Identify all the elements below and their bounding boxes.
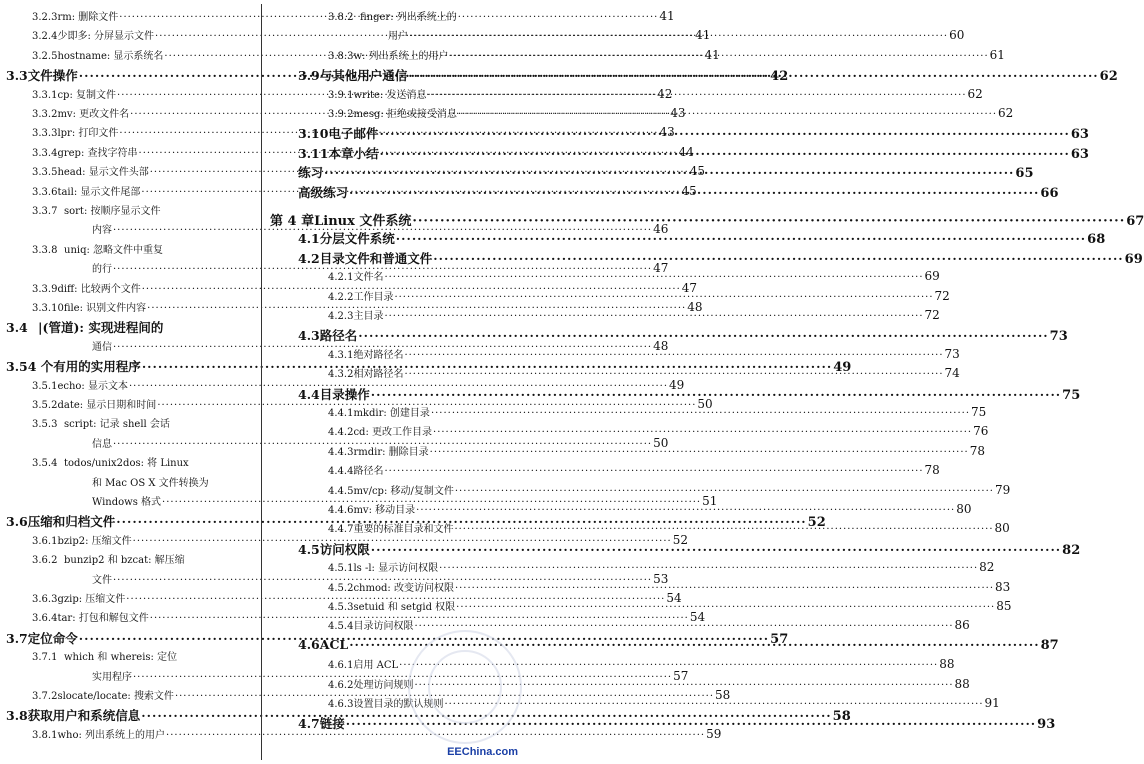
- toc-entry: [32, 415, 250, 430]
- toc-entry-title: sort: 按顺序显示文件: [64, 206, 161, 217]
- toc-entry-number: 4.4.1: [328, 408, 354, 419]
- dot-leader: [458, 109, 997, 120]
- toc-entry-title: 获取用户和系统信息: [27, 708, 141, 724]
- toc-entry-title: 少即多: 分屏显示文件: [57, 31, 155, 43]
- dot-leader: [433, 427, 972, 438]
- toc-entry-page: 62: [967, 86, 983, 101]
- toc-entry: [328, 462, 940, 478]
- toc-entry-page: 44: [678, 144, 694, 159]
- toc-entry-title: Linux 文件系统: [314, 214, 412, 229]
- toc-entry: [328, 559, 995, 575]
- toc-entry-page: 79: [994, 482, 1011, 497]
- toc-entry-number: 4.3.2: [328, 369, 354, 381]
- toc-entry: [6, 318, 250, 336]
- toc-entry-title: write: 发送消息: [353, 89, 427, 101]
- toc-entry-number: 4.5.4: [328, 621, 354, 633]
- toc-entry-page: 48: [653, 338, 669, 353]
- toc-entry: [32, 454, 250, 469]
- toc-entry-page: 58: [715, 688, 731, 702]
- toc-entry-page: 59: [706, 726, 722, 741]
- toc-entry-title: 工作目录: [353, 291, 394, 303]
- column-divider: [261, 4, 262, 760]
- toc-entry-number: 4.5.1: [328, 563, 354, 575]
- toc-entry-title: 文件操作: [27, 68, 78, 84]
- toc-entry-title: head: 显示文件头部: [57, 167, 149, 179]
- toc-entry: [32, 726, 722, 741]
- toc-entry: [328, 8, 516, 23]
- dot-leader: [455, 486, 994, 497]
- toc-entry-number: 3.3.4: [32, 147, 58, 159]
- toc-entry: [328, 346, 960, 361]
- toc-entry-number: 4.4.4: [328, 466, 354, 478]
- toc-entry-title: 文件: [92, 574, 112, 586]
- toc-entry: [328, 423, 989, 439]
- toc-entry: [32, 202, 250, 217]
- toc-entry-page: 73: [1049, 329, 1068, 345]
- dot-leader: [324, 165, 1014, 180]
- toc-entry-page: 91: [984, 696, 1000, 710]
- toc-entry-page: 93: [1037, 717, 1056, 733]
- toc-entry-number: 3.8.1: [32, 729, 58, 741]
- toc-entry: [62, 474, 280, 489]
- toc-entry-number: 3.6.1: [32, 535, 58, 547]
- toc-entry-title: script: 记录 shell 会话: [64, 419, 170, 431]
- toc-entry-number: 4.4.5: [328, 485, 354, 497]
- toc-entry-page: 66: [1040, 185, 1059, 201]
- toc-entry-page: 57: [770, 631, 789, 647]
- toc-entry-title: 重要的标准目录和文件: [353, 524, 454, 536]
- toc-entry-page: 73: [944, 346, 960, 361]
- toc-entry-page: 82: [1062, 542, 1081, 558]
- toc-entry-page: 76: [973, 424, 989, 439]
- toc-entry-title: 的行: [92, 264, 112, 276]
- toc-entry-page: 58: [832, 709, 851, 725]
- toc-entry-title: ls -l: 显示访问权限: [353, 563, 439, 575]
- toc-entry-number: 3.7.1: [32, 652, 58, 664]
- dot-leader: [444, 699, 983, 710]
- toc-entry-page: 41: [704, 47, 720, 62]
- dot-leader: [455, 583, 994, 594]
- toc-entry-number: 3.3.5: [32, 167, 58, 179]
- toc-entry-title: 通信: [92, 341, 112, 353]
- dot-leader: [416, 505, 955, 516]
- dot-leader: [384, 272, 923, 283]
- dot-leader: [430, 447, 969, 458]
- toc-entry-number: 4.4: [298, 386, 320, 402]
- toc-entry-title: chmod: 改变访问权限: [353, 582, 454, 594]
- toc-entry-page: 69: [924, 269, 940, 284]
- toc-entry-page: 42: [657, 86, 673, 101]
- toc-entry-page: 72: [934, 288, 950, 303]
- toc-entry-page: 53: [653, 571, 669, 586]
- dot-leader: [384, 311, 923, 322]
- toc-entry-number: 4.6.2: [328, 679, 354, 691]
- dot-leader: [349, 185, 1039, 200]
- toc-entry-title: diff: 比较两个文件: [57, 283, 141, 295]
- toc-entry-title: file: 识别文件内容: [63, 303, 147, 314]
- toc-entry: [62, 260, 669, 276]
- toc-entry-number: 3.5: [6, 359, 28, 375]
- toc-entry-page: 63: [1070, 146, 1089, 162]
- toc-entry-page: 88: [939, 657, 955, 672]
- toc-entry-title: bunzip2 和 bzcat: 解压缩: [64, 555, 185, 567]
- toc-entry-page: 50: [697, 397, 713, 411]
- toc-entry-title: w: 列出系统上的用户: [353, 50, 449, 62]
- toc-entry-page: 69: [1124, 251, 1143, 267]
- toc-entry-page: 72: [924, 308, 940, 322]
- toc-entry-title: lpr: 打印文件: [57, 128, 119, 140]
- toc-entry-page: 67: [1126, 214, 1144, 229]
- toc-entry-title: 链接: [319, 716, 345, 732]
- toc-entry-page: 80: [956, 502, 972, 516]
- toc-entry: [32, 687, 731, 702]
- toc-entry-page: 46: [653, 222, 669, 237]
- toc-entry-title: Windows 格式: [92, 497, 162, 508]
- toc-entry-title: bzip2: 压缩文件: [57, 535, 132, 547]
- toc-entry-title: 实用程序: [92, 671, 132, 683]
- toc-entry-number: 3.5.3: [32, 419, 58, 431]
- toc-entry-title: mv/cp: 移动/复制文件: [353, 485, 454, 497]
- dot-leader: [408, 68, 1098, 83]
- toc-entry-title: gzip: 压缩文件: [57, 594, 126, 605]
- toc-entry-number: 3.3.1: [32, 89, 58, 101]
- toc-entry-number: 3.2.5: [32, 50, 58, 62]
- watermark-seal-inner: [428, 650, 502, 724]
- toc-entry: [32, 377, 685, 392]
- dot-leader: [427, 90, 966, 101]
- toc-entry-page: 50: [653, 435, 669, 450]
- toc-entry: [62, 571, 669, 586]
- toc-entry-title: 电子邮件: [328, 126, 379, 142]
- toc-entry-title: who: 列出系统上的用户: [57, 729, 166, 741]
- toc-entry: [32, 648, 250, 663]
- dot-leader: [379, 126, 1069, 141]
- toc-entry-title: mv: 移动目录: [353, 505, 416, 516]
- toc-entry: [298, 540, 1081, 558]
- dot-leader: [371, 387, 1061, 402]
- toc-entry-title: todos/unix2dos: 将 Linux: [64, 458, 189, 470]
- toc-entry-title: 内容: [92, 225, 112, 237]
- toc-entry-page: 74: [944, 366, 960, 381]
- toc-entry-page: 85: [996, 599, 1012, 613]
- toc-entry-page: 54: [666, 591, 682, 605]
- toc-entry-number: 3.3.7: [32, 206, 58, 217]
- toc-entry-number: 3.6: [6, 514, 28, 530]
- toc-entry-page: 43: [670, 106, 686, 120]
- toc-entry: [32, 280, 698, 295]
- dot-leader: [412, 214, 1125, 229]
- toc-entry-number: 3.8: [6, 708, 28, 724]
- toc-entry-title: 练习: [298, 165, 324, 181]
- toc-entry-number: 3.3.6: [32, 186, 58, 198]
- toc-entry-page: 47: [653, 261, 669, 276]
- toc-entry-page: 45: [681, 183, 697, 198]
- dot-leader: [396, 231, 1086, 246]
- dot-leader: [394, 292, 933, 303]
- toc-entry-number: 4.4.2: [328, 427, 354, 439]
- dot-leader: [404, 350, 943, 361]
- toc-entry-number: 4.2.1: [328, 272, 354, 284]
- toc-entry-title: 和 Mac OS X 文件转换为: [92, 477, 209, 489]
- toc-entry-title: 目录操作: [319, 386, 370, 402]
- toc-entry-title: 用户: [388, 31, 408, 43]
- toc-entry-page: 41: [695, 28, 711, 43]
- dot-leader: [409, 31, 948, 42]
- toc-entry-title: 绝对路径名: [353, 349, 404, 361]
- dot-leader: [379, 146, 1069, 161]
- toc-entry-page: 78: [924, 463, 940, 478]
- toc-entry-number: 3.9.1: [328, 89, 354, 101]
- toc-entry-number: 3.2.4: [32, 31, 58, 43]
- toc-entry-title: ACL: [319, 636, 349, 652]
- toc-entry: [298, 249, 1143, 267]
- toc-entry-title: 主目录: [353, 311, 384, 322]
- toc-entry-number: 4.5: [298, 541, 320, 557]
- toc-entry-page: 83: [995, 579, 1011, 594]
- toc-entry-page: 54: [689, 610, 706, 625]
- toc-entry-title: 目录访问权限: [353, 621, 414, 633]
- toc-entry-number: 4.6: [298, 636, 320, 652]
- dot-leader: [431, 408, 970, 419]
- toc-entry-page: 82: [979, 560, 995, 575]
- toc-entry-number: 4.3.1: [328, 349, 354, 361]
- toc-entry: [328, 443, 985, 458]
- toc-entry-page: 52: [807, 515, 826, 531]
- toc-entry-page: 49: [669, 377, 685, 392]
- dot-leader: [433, 251, 1123, 266]
- toc-entry-page: 60: [949, 28, 965, 43]
- toc-entry-page: 75: [1062, 387, 1081, 403]
- toc-entry-number: 3.6.4: [32, 613, 58, 625]
- toc-entry-page: 43: [659, 125, 675, 140]
- toc-entry-number: 3.8.3: [328, 50, 354, 62]
- toc-entry: [32, 609, 706, 625]
- toc-entry-page: 62: [998, 106, 1014, 120]
- toc-entry-page: 87: [1040, 637, 1059, 653]
- toc-entry-title: cd: 更改工作目录: [353, 427, 433, 439]
- toc-entry-number: 4.4.3: [328, 446, 354, 458]
- toc-entry-page: 78: [969, 443, 985, 458]
- toc-entry: [298, 385, 1081, 403]
- toc-entry-number: 4.5.2: [328, 582, 354, 594]
- toc-entry-page: 65: [1015, 166, 1034, 182]
- toc-entry: [32, 532, 688, 547]
- toc-entry-page: 88: [954, 676, 970, 691]
- toc-entry-title: date: 显示日期和时间: [57, 400, 157, 411]
- toc-entry: [62, 338, 669, 353]
- dot-leader: [384, 466, 923, 477]
- toc-entry-number: 3.5.2: [32, 400, 58, 411]
- toc-entry-page: 48: [687, 300, 703, 314]
- toc-entry-title: mv: 更改文件名: [57, 109, 130, 120]
- toc-entry-page: 51: [702, 494, 718, 508]
- toc-entry-page: 75: [971, 405, 987, 419]
- toc-entry: [32, 551, 250, 566]
- toc-entry-title: 访问权限: [319, 541, 370, 557]
- toc-entry-number: 4.2: [298, 250, 320, 266]
- watermark-text: EEChina.com: [447, 746, 518, 758]
- toc-entry-page: 86: [954, 618, 970, 633]
- dot-leader: [439, 563, 978, 574]
- toc-entry-number: 4.3: [298, 328, 320, 344]
- toc-entry-title: hostname: 显示系统名: [57, 50, 164, 62]
- toc-entry-title: 本章小结: [328, 145, 379, 161]
- toc-entry-title: setuid 和 setgid 权限: [353, 602, 456, 613]
- toc-entry: [62, 435, 669, 450]
- toc-entry-title: rm: 删除文件: [57, 12, 119, 23]
- toc-entry-number: 4.2.3: [328, 311, 354, 322]
- toc-entry-title: 路径名: [353, 466, 384, 478]
- toc-entry-number: 第 4 章: [270, 214, 315, 229]
- toc-entry-title: finger: 列出系统上的: [360, 12, 457, 23]
- toc-entry-title: mkdir: 创建目录: [353, 408, 430, 419]
- toc-entry: [328, 288, 950, 303]
- toc-entry: [62, 668, 689, 683]
- toc-entry-title: 与其他用户通信: [319, 68, 408, 84]
- toc-entry-number: 4.6.1: [328, 660, 354, 672]
- toc-entry-title: cp: 复制文件: [57, 89, 117, 101]
- toc-entry: [62, 493, 718, 508]
- toc-entry: [298, 326, 1068, 345]
- toc-entry-number: 4.6.3: [328, 699, 354, 710]
- toc-entry-page: 57: [673, 668, 689, 683]
- toc-entry-title: tail: 显示文件尾部: [57, 186, 141, 198]
- toc-entry-number: 3.3.10: [32, 303, 64, 314]
- toc-entry-page: 45: [689, 164, 706, 179]
- toc-entry-page: 42: [770, 69, 789, 85]
- dot-leader: [371, 542, 1061, 557]
- toc-entry-number: 3.3.9: [32, 283, 58, 295]
- toc-entry: [32, 396, 713, 411]
- toc-entry-title: grep: 查找字符串: [57, 147, 138, 159]
- dot-leader: [450, 51, 989, 62]
- dot-leader: [414, 621, 953, 632]
- toc-entry-number: 3.8.2: [328, 12, 354, 23]
- toc-entry-number: 3.5.1: [32, 380, 58, 392]
- toc-entry-title: tar: 打包和解包文件: [57, 613, 149, 625]
- toc-entry-number: 3.11: [298, 145, 329, 161]
- toc-entry-page: 52: [672, 532, 688, 547]
- toc-entry-number: 4.4.6: [328, 505, 354, 516]
- toc-entry-number: 3.7: [6, 630, 28, 646]
- dot-leader: [456, 602, 995, 613]
- toc-entry-number: 3.9.2: [328, 109, 354, 120]
- toc-entry-title: slocate/locate: 搜索文件: [57, 691, 174, 702]
- toc-entry-number: 3.4: [6, 320, 28, 336]
- toc-entry-page: 61: [989, 47, 1005, 62]
- toc-entry-number: 3.9: [298, 68, 320, 84]
- toc-entry: [32, 299, 703, 314]
- toc-entry-number: 3.10: [298, 126, 329, 142]
- toc-entry: [32, 590, 682, 605]
- toc-entry-title: mesg: 拒绝或接受消息: [353, 109, 457, 120]
- toc-entry-number: 3.2.3: [32, 12, 58, 23]
- toc-entry-number: 4.1: [298, 231, 320, 247]
- toc-entry-title: 目录文件和普通文件: [319, 250, 433, 266]
- toc-entry-title: 信息: [92, 438, 112, 450]
- toc-entry-title: echo: 显示文本: [57, 380, 128, 392]
- toc-entry-number: 3.3.8: [32, 244, 58, 256]
- toc-entry-title: 处理访问规则: [353, 679, 414, 691]
- dot-leader: [404, 369, 943, 380]
- toc-entry-title: 高级练习: [298, 184, 349, 200]
- toc-entry-number: 4.7: [298, 716, 320, 732]
- toc-entry: [32, 241, 250, 256]
- toc-entry-title: uniq: 忽略文件中重复: [64, 244, 164, 256]
- toc-entry: [270, 210, 1144, 229]
- toc-entry-page: 49: [833, 360, 852, 376]
- toc-entry-number: 3.5.4: [32, 458, 58, 470]
- toc-entry-page: 47: [681, 280, 698, 295]
- toc-entry: [328, 617, 970, 633]
- toc-entry-page: 80: [994, 521, 1010, 536]
- toc-entry: [328, 579, 1011, 594]
- toc-entry-number: 3.7.2: [32, 691, 58, 702]
- toc-entry-title: 4 个有用的实用程序: [27, 359, 141, 375]
- toc-entry-page: 62: [1099, 69, 1118, 85]
- toc-entry-number: 4.2.2: [328, 291, 354, 303]
- toc-entry-title: rmdir: 删除目录: [353, 446, 429, 458]
- toc-entry-number: 3.6.2: [32, 555, 58, 567]
- toc-entry-title: which 和 whereis: 定位: [64, 652, 178, 664]
- toc-entry-number: 4.4.7: [328, 524, 354, 536]
- toc-entry-number: 3.6.3: [32, 594, 58, 605]
- toc-entry-title: 路径名: [319, 328, 358, 344]
- toc-entry-title: 相对路径名: [353, 369, 404, 381]
- toc-entry-page: 68: [1087, 232, 1106, 248]
- dot-leader: [454, 524, 993, 535]
- toc-entry-title: 分层文件系统: [319, 231, 395, 247]
- toc-entry-title: 定位命令: [27, 630, 78, 646]
- toc-entry-title: 压缩和归档文件: [27, 514, 116, 530]
- toc-entry-page: 63: [1070, 127, 1089, 143]
- toc-entry-number: 3.3.2: [32, 109, 58, 120]
- toc-entry-number: 3.3.3: [32, 128, 58, 140]
- toc-entry-title: 设置目录的默认规则: [353, 699, 444, 710]
- toc-entry-page: 41: [659, 9, 675, 23]
- dot-leader: [358, 328, 1048, 343]
- toc-entry-title: 启用 ACL: [353, 660, 399, 672]
- toc-entry-number: 4.5.3: [328, 602, 354, 613]
- toc-entry: [328, 482, 1011, 497]
- toc-entry-number: 3.3: [6, 68, 28, 84]
- toc-entry-title: 文件名: [353, 272, 384, 284]
- toc-entry-title: |(管道): 实现进程间的: [38, 320, 164, 336]
